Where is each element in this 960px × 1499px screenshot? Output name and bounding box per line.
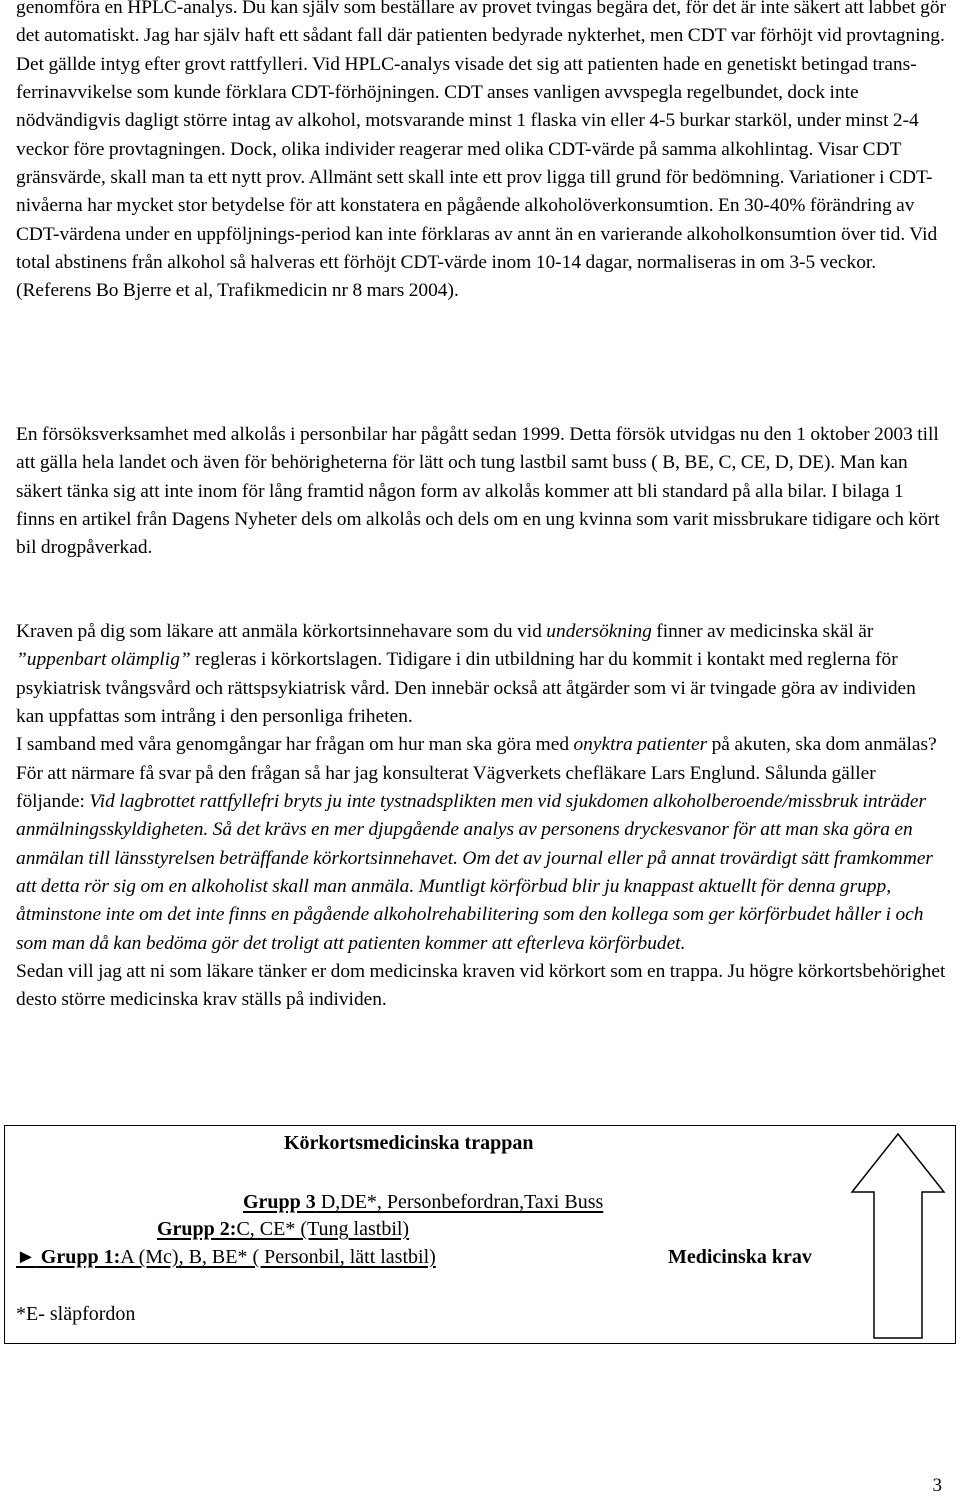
italic-run: onyktra patienter <box>573 734 708 756</box>
text-run: I samband med våra genomgångar har frågan om hur man ska göra med <box>16 734 574 756</box>
up-arrow-icon <box>850 1132 946 1340</box>
paragraph-cdt <box>16 0 946 306</box>
grupp-3-text: D,DE*, Personbefordran,Taxi Buss <box>315 1191 604 1213</box>
italic-run: ”uppenbart olämplig” <box>16 649 191 671</box>
footnote-slapfordon: *E- släpfordon <box>16 1303 136 1325</box>
text-run: finner av medicinska skäl är <box>651 621 874 642</box>
paragraph-cdt-text: genomföra en HPLC-analys. Du kan själv som beställare av provet tvingas begära det, för det är inte säkert att labbet gör det automatiskt. Jag har själv haft ett sådant fall där patienten bedyrade nykterhet, men CDT var förhöjt vid provtagning. Det gällde intyg efter grovt rattfylleri. Vid HPLC-analys visade det sig att patienten hade en genetiskt betingad trans-ferrinavvikelse som kunde förklara CDT-förhöjningen. CDT anses vanligen avvspegla regelbundet, dock inte nödvändigvis dagligt större intag av alkohol, motsvarande minst 1 flaska vin eller 4-5 burkar starköl, under minst 2-4 veckor före provtagningen. Dock, olika individer reagerar med olika CDT-värde på samma alkohlintag. Visar CDT gränsvärde, skall man ta ett nytt prov. Allmänt sett skall inte ett prov ligga till grund för bedömning. Variationer i CDT-nivåerna har mycket stor betydelse för att konstatera en pågående alkoholöverkonsumtion. En 30-40% förändring av CDT-värdena under en uppföljnings-period kan inte förklaras av annt än en varierande alkoholkonsumtion över tid. Vid total abstinens från alkohol så halveras ett förhöjt CDT-värde inom 10-14 dagar, normaliseras in om 3-5 veckor.(Referens Bo Bjerre et al, Trafikmedicin nr 8 mars 2004). <box>16 0 946 302</box>
grupp-1-line <box>16 1243 436 1271</box>
medicinska-krav-label: Medicinska krav <box>668 1246 812 1268</box>
italic-run: Vid lagbrottet rattfyllefri bryts ju inte tystnadsplikten men vid sjukdomen alkoholberoende/missbruk inträder anmälningsskyldigheten. Så det krävs en mer djupgående analys av personens dryckesvanor för att man ska göra en anmälan till länsstyrelsen beträffande körkortsinnehavet. Om det av journal eller på annat trovärdigt sätt framkommer att detta rör sig om en alkoholist skall man anmäla. Muntligt körförbud blir ju knappast aktuellt för denna grupp, åtminstone inte om det inte finns en pågående alkoholrehabilitering som den kollega som ger körförbudet håller i och som man då kan bedöma gör det troligt att patienten kommer att efterleva körförbudet. <box>16 791 933 954</box>
grupp-1-label: Grupp 1: <box>35 1246 121 1268</box>
trappan-title: Körkortsmedicinska trappan <box>284 1132 534 1154</box>
grupp-2-line <box>157 1215 409 1243</box>
page-number: 3 <box>932 1475 942 1496</box>
paragraph-alkolas-text: En försöksverksamhet med alkolås i personbilar har pågått sedan 1999. Detta försök utvidgas nu den 1 oktober 2003 till att gälla hela landet och även för behörigheterna för lätt och tung lastbil samt buss ( B, BE, C, CE, D, DE). Man kan säkert tänka sig att inte inom för lång framtid någon form av alkolås kommer att bli standard på alla bilar. I bilaga 1 finns en artikel från Dagens Nyheter dels om alkolås och dels om en ung kvinna som varit missbrukare tidigare och kört bil drogpåverkad. <box>16 424 940 559</box>
italic-run: undersökning <box>546 621 652 642</box>
text-run: på akuten, ska dom anmälas? För att närmare få svar på den frågan så har jag konsulterat Vägverkets chefläkare Lars Englund. Sålunda gäller följande: <box>16 734 937 813</box>
text-run: Sedan vill jag att ni som läkare tänker er dom medicinska kraven vid körkort som en trappa. Ju högre körkortsbehörighet desto större medicinska krav ställs på individen. <box>16 961 946 1011</box>
grupp-2-text: C, CE* (Tung lastbil) <box>236 1218 410 1240</box>
text-run: Kraven på dig som läkare att anmäla körkortsinnehavare som du vid <box>16 621 547 642</box>
grupp-1-text: A (Mc), B, BE* ( Personbil, lätt lastbil) <box>120 1246 436 1268</box>
grupp-3-line <box>243 1188 603 1216</box>
text-run: regleras i körkortslagen. Tidigare i din utbildning har du kommit i kontakt med reglerna för psykiatrisk tvångsvård och rättspsykiatrisk vård. Den innebär också att åtgärder som vi är tvingade göra av individen kan uppfattas som intrång i den personliga friheten. <box>16 649 916 728</box>
grupp-3-label: Grupp 3 <box>243 1191 316 1213</box>
paragraph-alkolas <box>16 421 946 563</box>
paragraph-anmalan <box>16 618 946 1015</box>
triangle-pointer-icon: ► <box>16 1246 36 1268</box>
grupp-2-label: Grupp 2: <box>157 1218 237 1240</box>
